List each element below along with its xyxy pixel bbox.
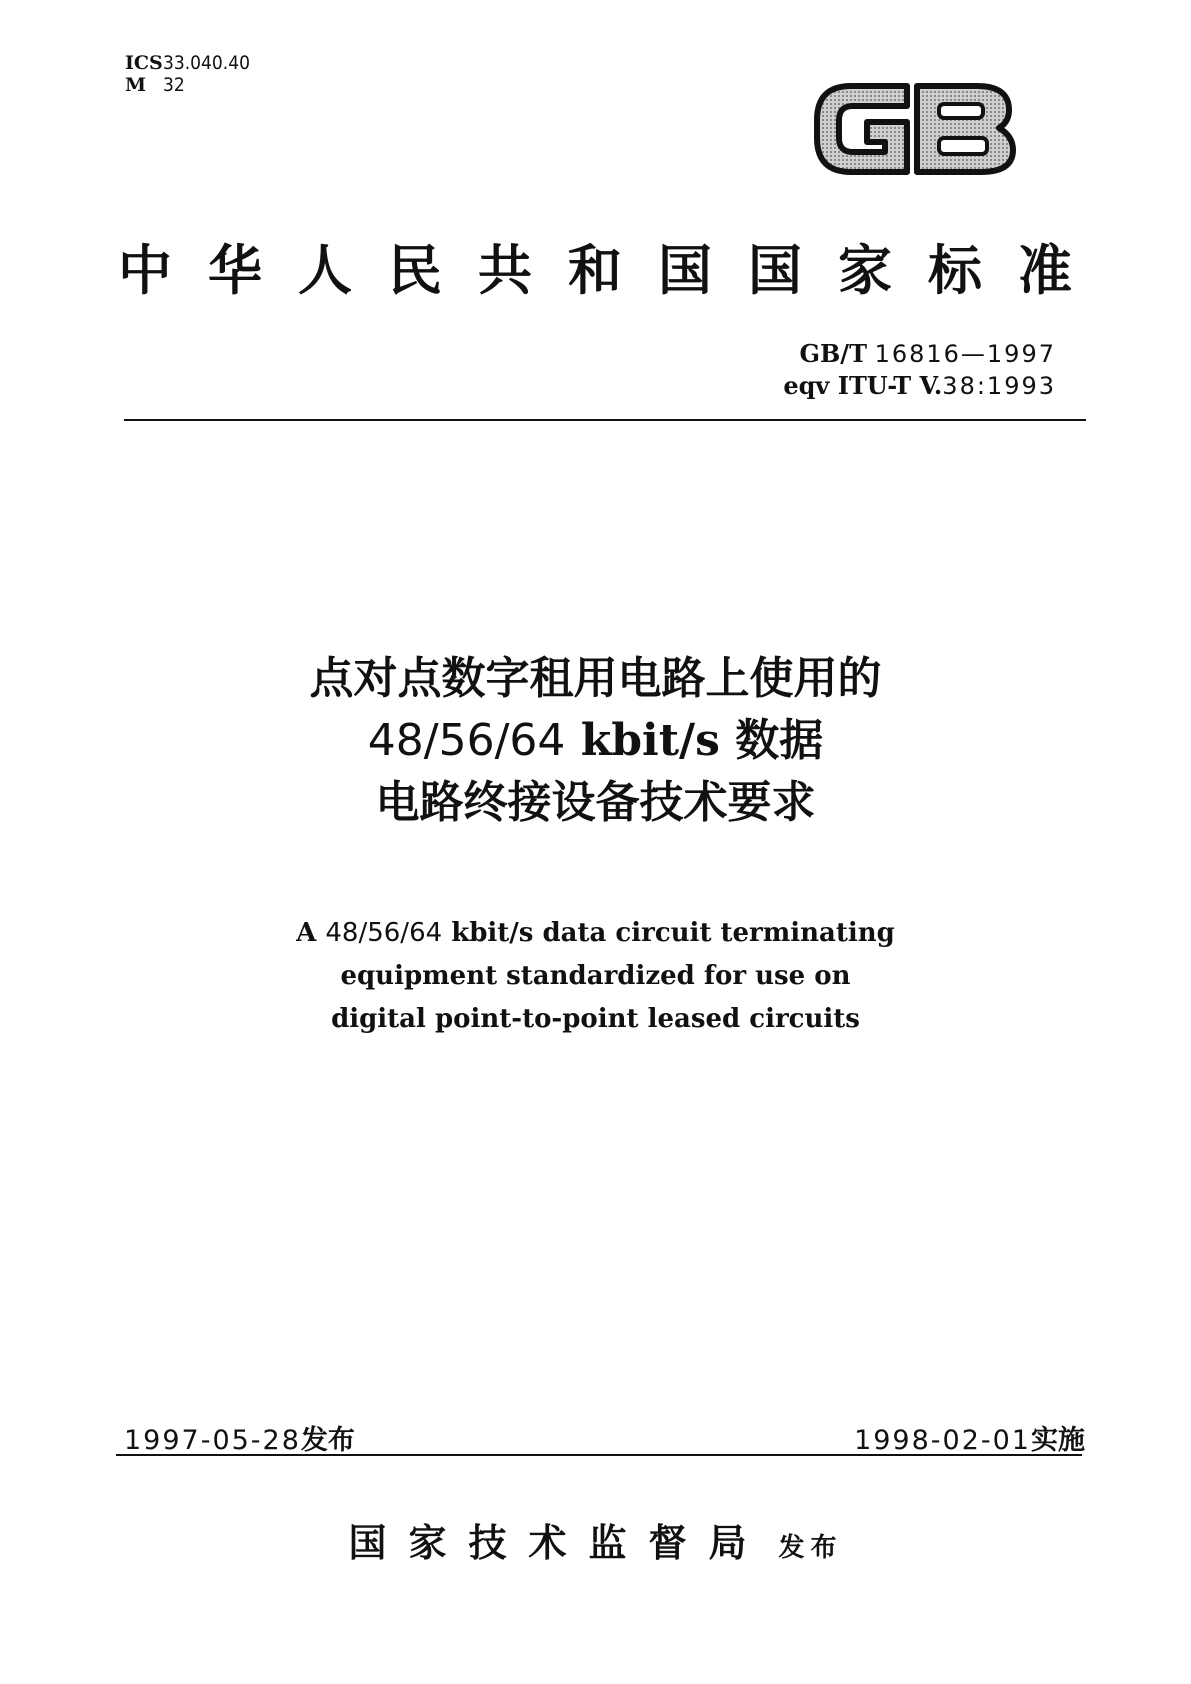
publisher-label: 发布 <box>778 1533 843 1563</box>
gb-logo-b-shape <box>917 86 1013 172</box>
equivalence <box>783 370 1056 402</box>
issue-date-value: 1997-05-28 <box>124 1425 301 1456</box>
equivalence-number: 38:1993 <box>942 372 1056 400</box>
class-value: 32 <box>163 74 185 96</box>
national-standard-title: 中华人民共和国国家标准 <box>118 238 1108 302</box>
chinese-title-line-1: 点对点数字租用电路上使用的 <box>309 653 882 704</box>
chinese-title-line-3: 电路终接设备技术要求 <box>375 777 816 828</box>
standard-number-value: 16816—1997 <box>874 340 1056 368</box>
ics-value: 33.040.40 <box>163 52 250 74</box>
publisher <box>0 1512 1191 1567</box>
english-title <box>0 912 1191 1041</box>
english-title-line-1-rest: kbit/s data circuit terminating <box>451 918 895 948</box>
gb-logo-icon <box>805 66 1025 190</box>
top-divider <box>124 419 1086 421</box>
chinese-title-data: 数据 <box>735 715 824 766</box>
bottom-divider <box>116 1454 1082 1456</box>
standard-number-prefix: GB/T <box>799 339 867 368</box>
gb-logo-g-shape <box>817 86 907 172</box>
publisher-organization: 国家技术监督局 <box>348 1520 769 1565</box>
implementation-date-label: 实施 <box>1031 1425 1085 1456</box>
implementation-date <box>854 1418 1085 1457</box>
ics-label: ICS <box>125 52 163 74</box>
ics-code <box>125 52 250 74</box>
issue-date <box>124 1418 355 1457</box>
english-title-line-2: equipment standardized for use on <box>340 961 851 991</box>
issue-date-label: 发布 <box>300 1425 355 1456</box>
standard-number <box>783 338 1056 370</box>
implementation-date-value: 1998-02-01 <box>854 1425 1031 1456</box>
english-title-article: A <box>296 918 317 948</box>
standard-number-block <box>783 338 1056 402</box>
english-title-rate: 48/56/64 <box>325 918 443 948</box>
english-title-line-3: digital point-to-point leased circuits <box>331 1004 860 1034</box>
english-title-line-1 <box>0 912 1191 955</box>
chinese-title-rate: 48/56/64 <box>367 715 566 766</box>
class-label: M <box>125 74 147 96</box>
classification-codes <box>125 52 250 96</box>
class-code <box>125 74 250 96</box>
chinese-title <box>0 648 1191 834</box>
chinese-title-line-2 <box>0 710 1191 772</box>
equivalence-prefix: eqv ITU-T V. <box>783 371 943 400</box>
chinese-title-unit: kbit/s <box>580 715 720 766</box>
